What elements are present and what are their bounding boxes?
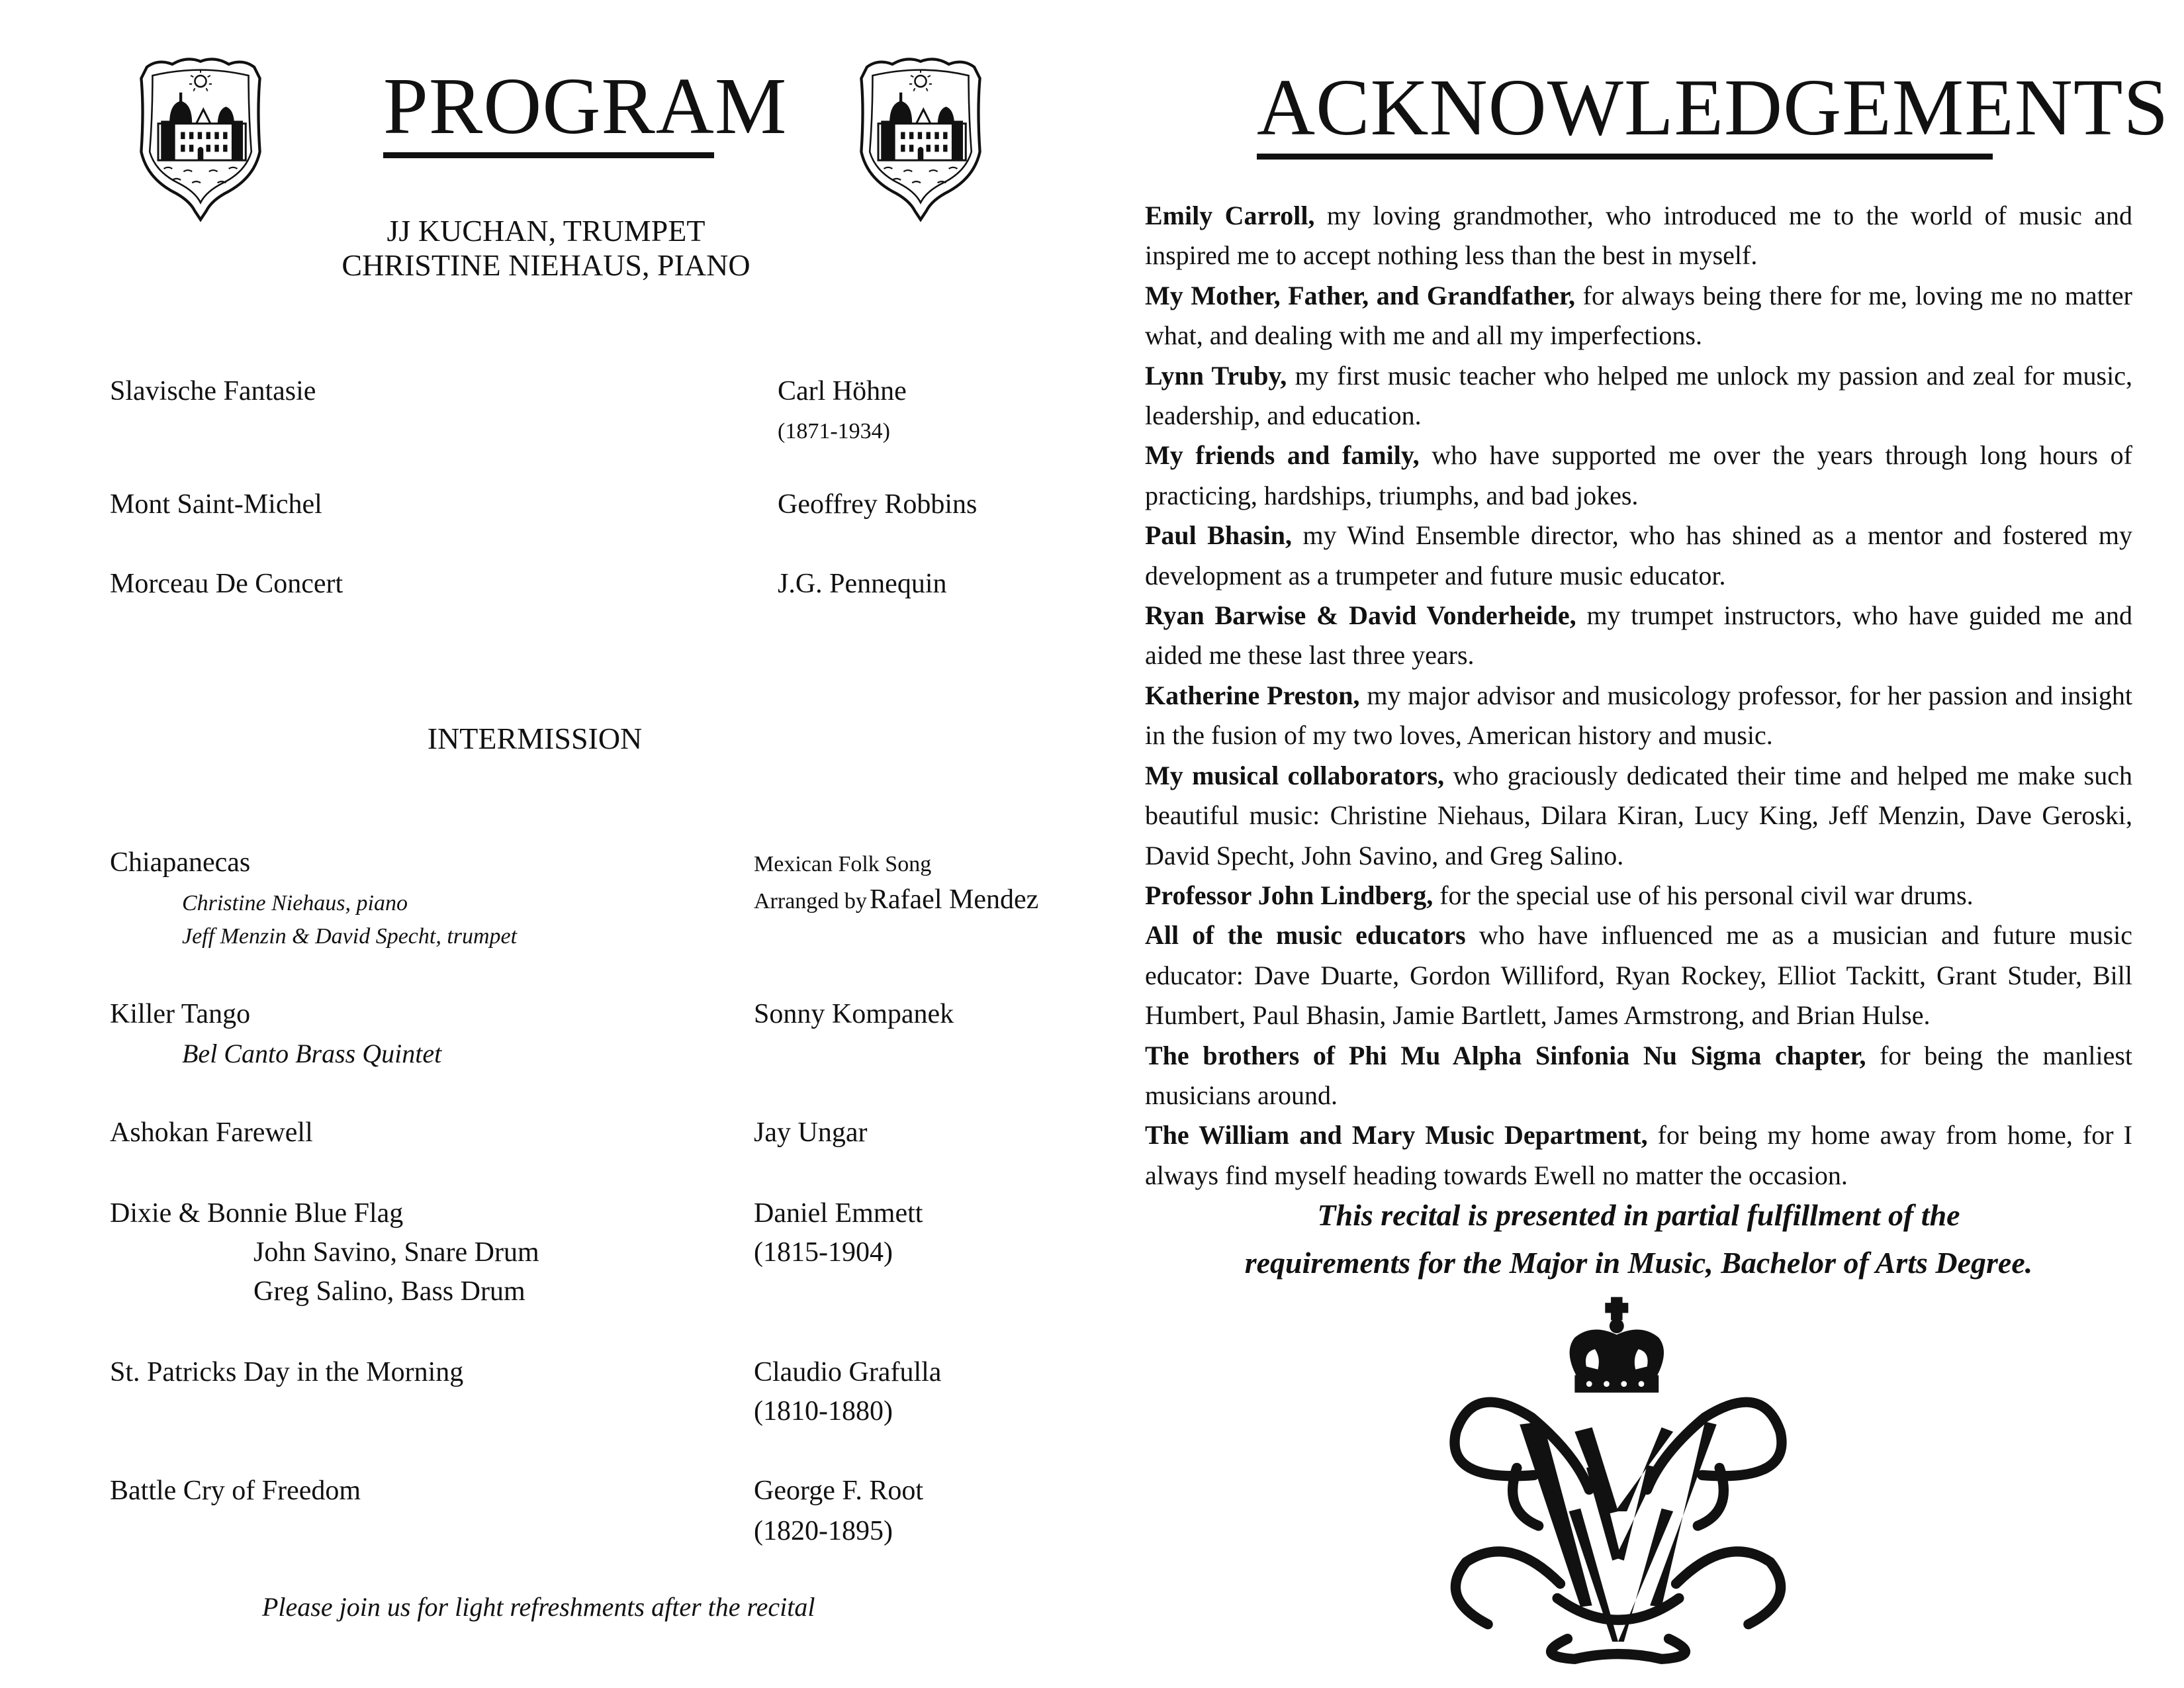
ack-entry xyxy=(1145,676,2132,756)
ack-entry xyxy=(1145,1115,2132,1196)
ack-name: Ryan Barwise & David Vonderheide, xyxy=(1145,600,1576,631)
recital-note xyxy=(1145,1192,2132,1287)
ack-entry xyxy=(1145,356,2132,436)
piece-title: Battle Cry of Freedom xyxy=(110,1476,361,1506)
piece-performer: Bel Canto Brass Quintet xyxy=(182,1039,442,1068)
piece-title: Dixie & Bonnie Blue Flag xyxy=(110,1198,404,1229)
ack-name: Katherine Preston, xyxy=(1145,680,1360,710)
piece-performer: John Savino, Snare Drum xyxy=(253,1237,539,1268)
ack-name: Paul Bhasin, xyxy=(1145,520,1293,551)
city-crest-icon xyxy=(850,53,991,222)
ack-entry xyxy=(1145,876,2132,915)
ack-text: for being my home away from home, for I always find myself heading towards Ewell no matter the occasion. xyxy=(1145,1120,2132,1190)
intermission-label: INTERMISSION xyxy=(427,722,643,755)
ack-entry xyxy=(1145,516,2132,596)
piece-title: Slavische Fantasie xyxy=(110,376,316,406)
acknowledgements-list xyxy=(1145,196,2132,1196)
piece-performer: Christine Niehaus, piano xyxy=(182,891,408,915)
arranger-name: Rafael Mendez xyxy=(869,884,1039,915)
piece-composer: Sonny Kompanek xyxy=(754,999,954,1029)
performer-line: CHRISTINE NIEHAUS, PIANO xyxy=(341,248,751,282)
ack-name: All of the music educators xyxy=(1145,920,1466,951)
arranger-line xyxy=(754,886,1038,914)
piece-composer: J.G. Pennequin xyxy=(778,569,947,599)
composer-dates: (1871-1934) xyxy=(778,419,890,444)
piece-title: St. Patricks Day in the Morning xyxy=(110,1357,464,1387)
wm-royal-cypher-icon xyxy=(1430,1294,1807,1665)
ack-text: who have influenced me as a musician and future music educator: Dave Duarte, Gordon Williford, Ryan Rockey, Elliot Tackitt, Grant Studer, Bill Humbert, Paul Bhasin, Jamie Bartlett, James Armstrong, and Brian Hulse. xyxy=(1145,920,2132,1031)
ack-name: Emily Carroll, xyxy=(1145,201,1315,230)
arranged-prefix: Arranged by xyxy=(754,889,867,914)
ack-entry xyxy=(1145,596,2132,676)
piece-title: Killer Tango xyxy=(110,999,251,1029)
ack-entry xyxy=(1145,276,2132,356)
piece-performer: Greg Salino, Bass Drum xyxy=(253,1276,525,1307)
piece-composer: Carl Höhne xyxy=(778,376,907,406)
ack-text: who have supported me over the years through long hours of practicing, hardships, triumphs, and bad jokes. xyxy=(1145,440,2133,510)
piece-title: Ashokan Farewell xyxy=(110,1117,313,1148)
ack-text: who graciously dedicated their time and helped me make such beautiful music: Christine Niehaus, Dilara Kiran, Lucy King, Jeff Menzin, Dave Geroski, David Specht, John Savino, and Greg Salino. xyxy=(1145,760,2132,870)
piece-title: Chiapanecas xyxy=(110,847,251,878)
composer-dates: (1810-1880) xyxy=(754,1396,893,1427)
ack-text: my loving grandmother, who introduced me to the world of music and inspired me to accept nothing less than the best in myself. xyxy=(1145,201,2133,271)
piece-composer: Daniel Emmett xyxy=(754,1198,923,1229)
piece-composer: Geoffrey Robbins xyxy=(778,489,978,520)
ack-name: My Mother, Father, and Grandfather, xyxy=(1145,280,1575,310)
ack-text: for the special use of his personal civil war drums. xyxy=(1433,880,1974,910)
piece-composer: Mexican Folk Song xyxy=(754,852,932,876)
piece-performer: Jeff Menzin & David Specht, trumpet xyxy=(182,924,518,949)
composer-dates: (1820-1895) xyxy=(754,1516,893,1546)
ack-name: My musical collaborators, xyxy=(1145,760,1445,790)
ack-name: My friends and family, xyxy=(1145,440,1420,471)
refreshments-note: Please join us for light refreshments after the recital xyxy=(262,1592,815,1622)
ack-name: Professor John Lindberg, xyxy=(1145,880,1433,910)
composer-dates: (1815-1904) xyxy=(754,1237,893,1268)
ack-text: my trumpet instructors, who have guided me and aided me these last three years. xyxy=(1145,600,2133,671)
performer-line: JJ KUCHAN, TRUMPET xyxy=(387,214,705,248)
ack-name: Lynn Truby, xyxy=(1145,360,1287,391)
piece-title: Mont Saint-Michel xyxy=(110,489,322,520)
ack-entry xyxy=(1145,756,2132,876)
recital-note-line: This recital is presented in partial fulfillment of the xyxy=(1317,1198,1960,1232)
ack-entry xyxy=(1145,196,2132,276)
ack-text: for being the manliest musicians around. xyxy=(1145,1040,2132,1110)
program-title: PROGRAM xyxy=(383,66,714,158)
acknowledgements-title: ACKNOWLEDGEMENTS xyxy=(1257,68,1993,160)
piece-composer: Jay Ungar xyxy=(754,1117,868,1148)
piece-title: Morceau De Concert xyxy=(110,569,343,599)
ack-text: my Wind Ensemble director, who has shined as a mentor and fostered my development as a trumpeter and future music educator. xyxy=(1145,520,2132,590)
ack-entry xyxy=(1145,1036,2132,1116)
ack-text: for always being there for me, loving me no matter what, and dealing with me and all my imperfections. xyxy=(1145,280,2132,351)
recital-note-line: requirements for the Major in Music, Bachelor of Arts Degree. xyxy=(1244,1246,2033,1280)
ack-entry xyxy=(1145,436,2132,516)
city-crest-icon xyxy=(130,53,271,222)
ack-text: my major advisor and musicology professor, for her passion and insight in the fusion of my two loves, American history and music. xyxy=(1145,680,2132,751)
ack-name: The William and Mary Music Department, xyxy=(1145,1120,1648,1150)
ack-entry xyxy=(1145,915,2132,1035)
piece-composer: George F. Root xyxy=(754,1476,924,1506)
piece-composer: Claudio Grafulla xyxy=(754,1357,942,1387)
ack-text: my first music teacher who helped me unlock my passion and zeal for music, leadership, and education. xyxy=(1145,360,2132,431)
ack-name: The brothers of Phi Mu Alpha Sinfonia Nu Sigma chapter, xyxy=(1145,1040,1866,1070)
